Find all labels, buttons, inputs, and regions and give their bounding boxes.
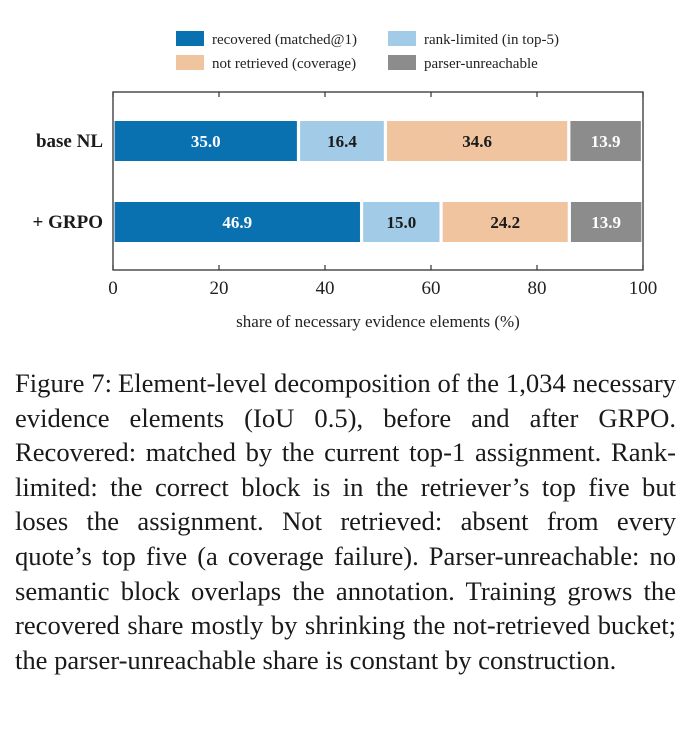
caption-label: Figure 7: [15, 368, 112, 398]
x-tick-label: 80 [527, 278, 547, 299]
stacked-bar-chart [0, 0, 691, 350]
legend-label: not retrieved (coverage) [212, 56, 357, 72]
x-tick-label: 40 [315, 278, 335, 299]
y-category-label: base NL [35, 131, 103, 152]
x-axis-label: share of necessary evidence elements (%) [236, 312, 520, 331]
bar-value-label: 13.9 [591, 213, 622, 232]
legend-label: rank-limited (in top-5) [424, 32, 559, 48]
legend-swatch [176, 31, 204, 46]
plot-frame [113, 92, 643, 270]
figure-caption [15, 366, 676, 677]
bar-value-label: 24.2 [490, 213, 521, 232]
legend-swatch [176, 55, 204, 70]
bar-value-label: 35.0 [190, 132, 221, 151]
chart-legend [176, 31, 559, 72]
x-tick-label: 20 [209, 278, 229, 299]
legend-label: recovered (matched@1) [212, 32, 357, 48]
legend-swatch [388, 55, 416, 70]
x-tick-label: 0 [108, 278, 118, 299]
bar-value-label: 13.9 [590, 132, 621, 151]
x-tick-label: 60 [421, 278, 441, 299]
bar-value-label: 16.4 [327, 132, 357, 151]
caption-text: Element-level decomposition of the 1,034 necessary evidence elements (IoU 0.5), before and after GRPO. Recovered: matched by the current top-1 assignment. Rank-limited: the correct block is in the retriever’s top five but loses the assignment. Not retrieved: absent from every quote’s top five (a coverage failure). Parser-unreachable: no semantic block overlaps the annotation. Training grows the recovered share mostly by shrinking the not-retrieved bucket; the parser-unreachable share is constant by construction. [15, 368, 676, 675]
x-tick-label: 100 [628, 278, 658, 299]
bar-value-label: 46.9 [222, 213, 253, 232]
legend-swatch [388, 31, 416, 46]
y-category-label: + GRPO [32, 212, 103, 233]
plot-area [33, 92, 643, 270]
bar-value-label: 34.6 [462, 132, 492, 151]
bar-value-label: 15.0 [386, 213, 417, 232]
legend-label: parser-unreachable [424, 56, 538, 72]
